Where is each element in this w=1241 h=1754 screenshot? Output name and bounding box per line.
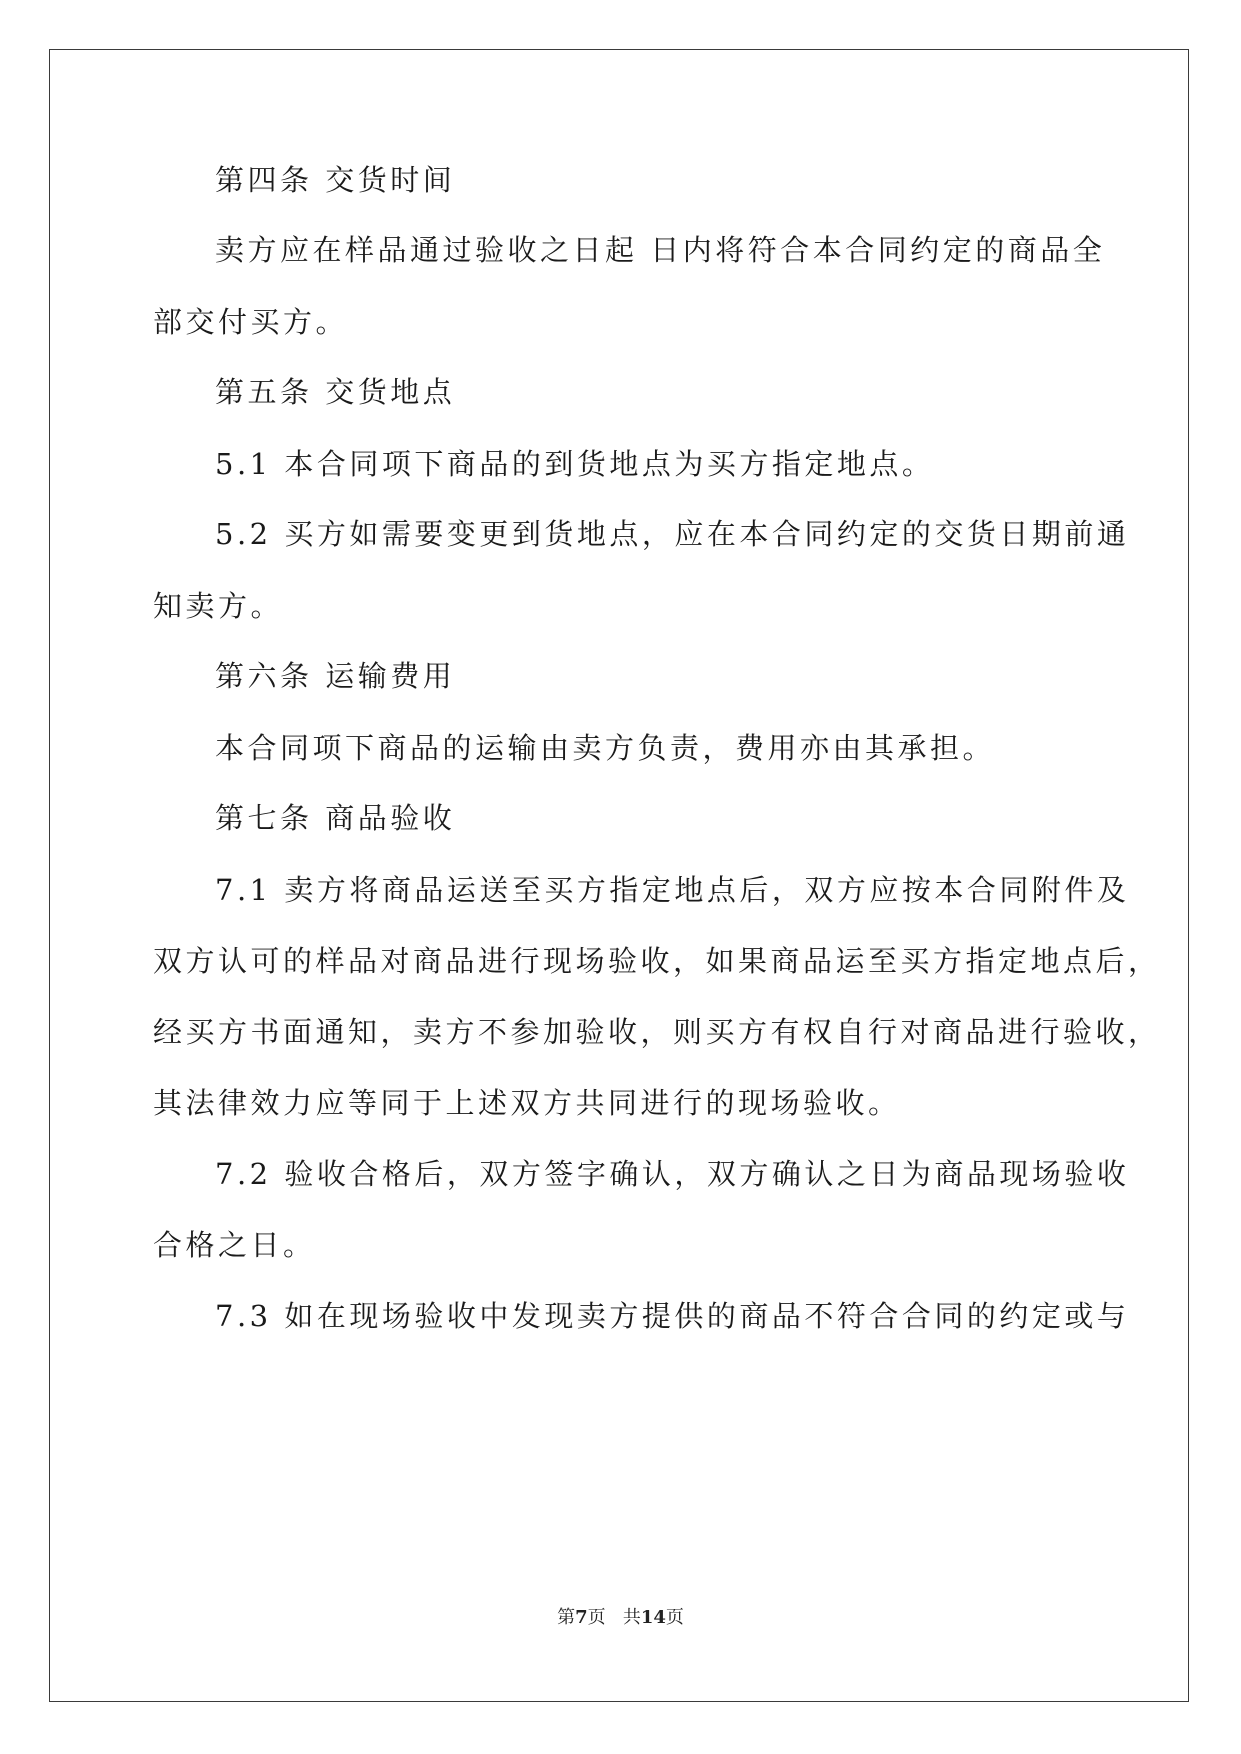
paragraph-line: 知卖方。: [153, 589, 284, 623]
paragraph-line: 部交付买方。: [153, 305, 349, 339]
paragraph-line: 双方认可的样品对商品进行现场验收，如果商品运至买方指定地点后，: [153, 944, 1161, 978]
footer-total-suffix: 页: [665, 1607, 684, 1628]
paragraph-line: 经买方书面通知，卖方不参加验收，则买方有权自行对商品进行验收，: [153, 1015, 1161, 1049]
heading-article-7: 第七条 商品验收: [215, 801, 456, 835]
footer-total-prefix: 共: [622, 1607, 641, 1628]
page-footer: [0, 1603, 1241, 1629]
current-page-number: 7: [575, 1607, 588, 1628]
paragraph-line: 卖方应在样品通过验收之日起 日内将符合本合同约定的商品全: [215, 233, 1106, 267]
heading-article-6: 第六条 运输费用: [215, 659, 456, 693]
paragraph-line: 7.2 验收合格后，双方签字确认，双方确认之日为商品现场验收: [215, 1157, 1130, 1191]
heading-article-4: 第四条 交货时间: [215, 163, 456, 197]
paragraph-line: 其法律效力应等同于上述双方共同进行的现场验收。: [153, 1086, 901, 1120]
paragraph-line: 本合同项下商品的运输由卖方负责，费用亦由其承担。: [215, 731, 996, 765]
footer-page-suffix: 页: [587, 1607, 606, 1628]
paragraph-line: 7.3 如在现场验收中发现卖方提供的商品不符合合同的约定或与: [215, 1299, 1130, 1333]
total-page-count: 14: [640, 1607, 666, 1628]
paragraph-line: 5.1 本合同项下商品的到货地点为买方指定地点。: [215, 447, 935, 481]
paragraph-line: 合格之日。: [153, 1228, 316, 1262]
paragraph-line: 7.1 卖方将商品运送至买方指定地点后，双方应按本合同附件及: [215, 873, 1130, 907]
heading-article-5: 第五条 交货地点: [215, 375, 456, 409]
paragraph-line: 5.2 买方如需要变更到货地点，应在本合同约定的交货日期前通: [215, 517, 1130, 551]
footer-prefix: 第: [557, 1607, 576, 1628]
